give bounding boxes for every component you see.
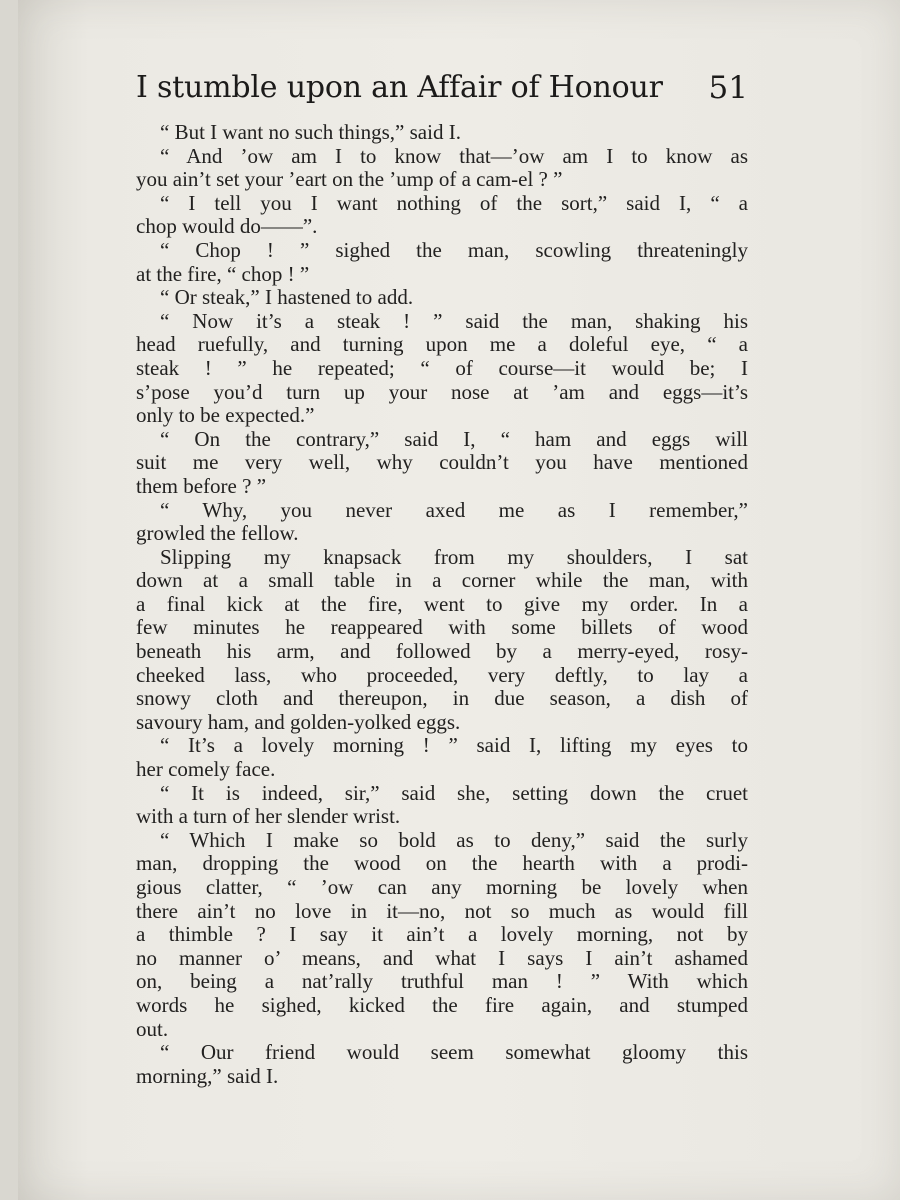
text-line: “ It is indeed, sir,” said she, setting down the cruet [160,781,748,805]
text-line: on, being a nat’rally truthful man ! ” With which [136,970,748,994]
text-line: down at a small table in a corner while the man, with [136,569,748,593]
text-line: them before ? ” [136,474,267,498]
text-line: there ain’t no love in it—no, not so much as would fill [136,899,748,923]
text-line: out. [136,1017,169,1041]
text-line: “ Which I make so bold as to deny,” said the surly [160,828,748,852]
text-line: snowy cloth and thereupon, in due season, a dish of [136,687,748,711]
running-head: I stumble upon an Affair of Honour [136,70,663,105]
book-page [18,0,900,1200]
text-line: you ain’t set your ’eart on the ’ump of a cam-el ? ” [136,168,563,192]
text-line: “ But I want no such things,” said I. [160,121,461,144]
text-line: s’pose you’d turn up your nose at ’am and eggs—it’s [136,380,748,404]
text-line: few minutes he reappeared with some billets of wood [136,616,748,640]
text-line: with a turn of her slender wrist. [136,805,401,829]
text-line: “ Chop ! ” sighed the man, scowling threateningly [160,238,748,262]
text-line: suit me very well, why couldn’t you have mentioned [136,451,748,475]
body-text [136,121,748,1088]
text-line: “ Or steak,” I hastened to add. [160,286,414,310]
text-line: a thimble ? I say it ain’t a lovely morning, not by [136,923,748,947]
text-line: Slipping my knapsack from my shoulders, I sat [160,545,748,569]
text-line: morning,” said I. [136,1064,279,1088]
text-line: savoury ham, and golden-yolked eggs. [136,710,461,734]
text-line: only to be expected.” [136,404,315,428]
page-number: 51 [708,70,748,106]
text-line: “ It’s a lovely morning ! ” said I, lifting my eyes to [160,734,748,758]
text-line: head ruefully, and turning upon me a doleful eye, “ a [136,333,748,357]
text-line: man, dropping the wood on the hearth with a prodi- [136,852,748,876]
page-header [136,66,748,110]
text-line: steak ! ” he repeated; “ of course—it would be; I [136,356,748,380]
text-line: words he sighed, kicked the fire again, and stumped [136,993,748,1017]
text-line: no manner o’ means, and what I says I ain’t ashamed [136,946,748,970]
text-line: cheeked lass, who proceeded, very deftly, to lay a [136,663,748,687]
text-line: “ I tell you I want nothing of the sort,” said I, “ a [160,191,748,215]
text-line: growled the fellow. [136,522,299,546]
text-line: “ Why, you never axed me as I remember,” [160,498,748,522]
text-line: beneath his arm, and followed by a merry-eyed, rosy- [136,640,748,664]
text-line: “ And ’ow am I to know that—’ow am I to know as [160,144,748,168]
text-line: “ Our friend would seem somewhat gloomy this [160,1041,748,1065]
text-line: a final kick at the fire, went to give my order. In a [136,592,748,616]
text-line: her comely face. [136,758,276,782]
text-line: “ Now it’s a steak ! ” said the man, shaking his [160,309,748,333]
text-line: gious clatter, “ ’ow can any morning be lovely when [136,876,748,899]
text-line: at the fire, “ chop ! ” [136,262,310,286]
text-line: chop would do——”. [136,215,318,239]
text-line: “ On the contrary,” said I, “ ham and eggs will [160,427,748,451]
